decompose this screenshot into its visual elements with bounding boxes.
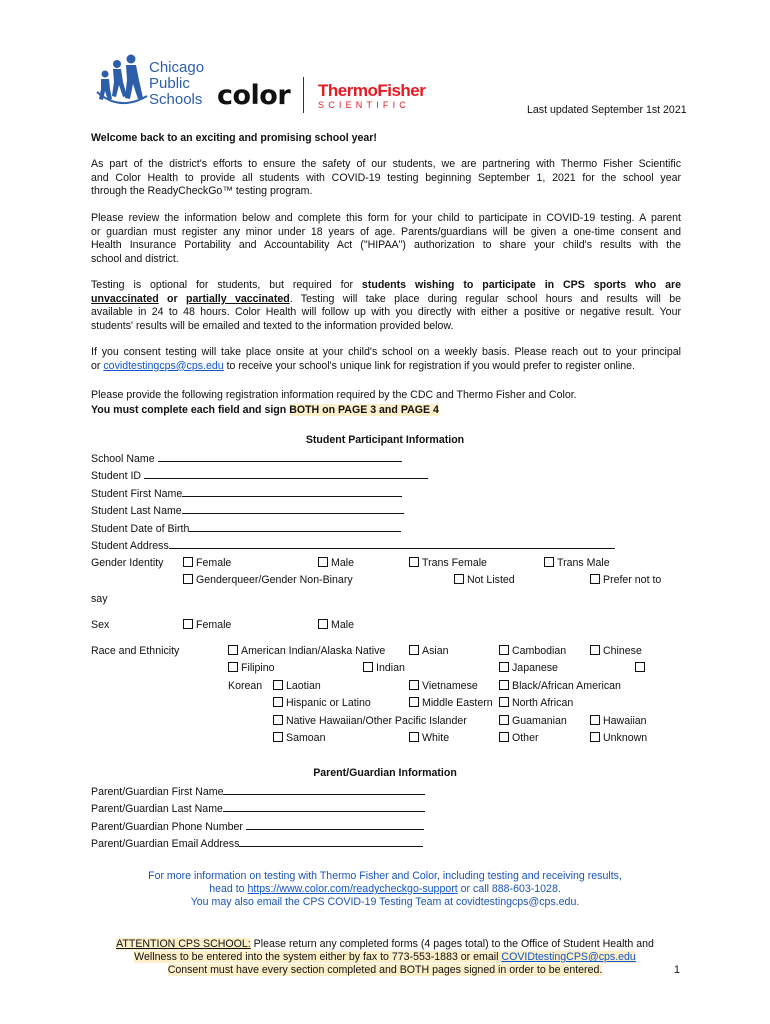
checkbox-icon — [499, 645, 509, 655]
registration-instruction: Please provide the following registration information required by the CDC and Thermo Fisher and Color. — [91, 389, 577, 401]
more-info-line-1: For more information on testing with Thermo Fisher and Color, including testing and receiving results, — [148, 870, 622, 882]
race-option-middle-eastern[interactable]: Middle Eastern — [409, 697, 493, 709]
gender-option-genderqueer[interactable]: Genderqueer/Gender Non-Binary — [183, 574, 353, 586]
checkbox-icon — [499, 662, 509, 672]
race-option-white[interactable]: White — [409, 732, 449, 744]
more-info-line-2: head to https://www.color.com/readycheckgo-support or call 888-603-1028. — [209, 883, 561, 895]
checkbox-icon — [409, 557, 419, 567]
school-name-field[interactable]: School Name — [91, 452, 402, 465]
testing-paragraph: Testing is optional for students, but required for students wishing to participate in CPS sports who are unvaccinated or partially vaccinated. Testing will take place during regular school hours and results will be available in 24 to 48 hours. Color Health will follow up with you directly with either a positive or negative result. Your students' results will be emailed and texted to the information provided below. — [91, 279, 682, 332]
consent-paragraph: If you consent testing will take place onsite at your child's school on a weekly basis. Please reach out to your principal or covidtestingcps@cps.edu to receive your school's unique link for registration if you would prefer to register online. — [91, 346, 681, 372]
race-option-korean[interactable] — [635, 662, 648, 674]
svg-text:Public: Public — [149, 75, 190, 92]
intro-paragraph: As part of the district's efforts to ensure the safety of our students, we are partnering with Thermo Fisher Scientific and Color Health to provide all students with COVID-19 testing beginning September 1, 2021 for the school year through the ReadyCheckGo™ testing program. — [91, 158, 681, 198]
thermo-fisher-logo: ThermoFisher SCIENTIFIC — [318, 81, 426, 110]
race-option-japanese[interactable]: Japanese — [499, 662, 558, 674]
checkbox-icon — [273, 732, 283, 742]
race-label: Race and Ethnicity — [91, 645, 180, 657]
sex-label: Sex — [91, 619, 110, 631]
gender-option-trans-male[interactable]: Trans Male — [544, 557, 610, 569]
logo-divider — [303, 77, 304, 113]
race-option-hispanic[interactable]: Hispanic or Latino — [273, 697, 371, 709]
attention-line-2: Wellness to be entered into the system either by fax to 773-553-1883 or email COVIDtestingCPS@cps.edu — [134, 951, 636, 963]
checkbox-icon — [590, 574, 600, 584]
checkbox-icon — [635, 662, 645, 672]
checkbox-icon — [409, 732, 419, 742]
checkbox-icon — [409, 680, 419, 690]
svg-text:Chicago: Chicago — [149, 59, 205, 76]
welcome-heading: Welcome back to an exciting and promising school year! — [91, 132, 377, 144]
checkbox-icon — [228, 662, 238, 672]
checkbox-icon — [183, 557, 193, 567]
checkbox-icon — [363, 662, 373, 672]
student-last-name-field[interactable]: Student Last Name — [91, 504, 404, 517]
race-option-native-hawaiian[interactable]: Native Hawaiian/Other Pacific Islander — [273, 715, 467, 727]
checkbox-icon — [590, 645, 600, 655]
race-option-asian[interactable]: Asian — [409, 645, 449, 657]
gender-option-prefer-not[interactable]: Prefer not to — [590, 574, 661, 586]
attention-line-1: ATTENTION CPS SCHOOL: Please return any completed forms (4 pages total) to the Office of Student Health and — [116, 938, 654, 950]
checkbox-icon — [318, 619, 328, 629]
race-option-unknown[interactable]: Unknown — [590, 732, 647, 744]
checkbox-icon — [273, 715, 283, 725]
checkbox-icon — [454, 574, 464, 584]
attention-line-3: Consent must have every section completed and BOTH pages signed in order to be entered. — [167, 964, 603, 976]
parent-phone-field[interactable]: Parent/Guardian Phone Number — [91, 820, 424, 833]
race-option-filipino[interactable]: Filipino — [228, 662, 275, 674]
checkbox-icon — [590, 732, 600, 742]
checkbox-icon — [544, 557, 554, 567]
race-option-hawaiian[interactable]: Hawaiian — [590, 715, 647, 727]
race-option-other[interactable]: Other — [499, 732, 539, 744]
student-dob-field[interactable]: Student Date of Birth — [91, 522, 401, 535]
sex-option-female[interactable]: Female — [183, 619, 231, 631]
gender-label: Gender Identity — [91, 557, 164, 569]
checkbox-icon — [273, 697, 283, 707]
last-updated: Last updated September 1st 2021 — [527, 104, 687, 116]
gender-option-male[interactable]: Male — [318, 557, 354, 569]
race-option-north-african[interactable]: North African — [499, 697, 573, 709]
race-korean-label: Korean — [228, 680, 263, 692]
race-option-laotian[interactable]: Laotian — [273, 680, 321, 692]
gender-option-not-listed[interactable]: Not Listed — [454, 574, 515, 586]
checkbox-icon — [499, 697, 509, 707]
gender-wrap-text: say — [91, 593, 108, 605]
school-email-link[interactable]: COVIDtestingCPS@cps.edu — [501, 951, 636, 963]
checkbox-icon — [409, 645, 419, 655]
parent-first-name-field[interactable]: Parent/Guardian First Name — [91, 785, 425, 798]
checkbox-icon — [590, 715, 600, 725]
cps-logo — [95, 52, 210, 110]
checkbox-icon — [499, 680, 509, 690]
parent-email-field[interactable]: Parent/Guardian Email Address — [91, 837, 423, 850]
parent-last-name-field[interactable]: Parent/Guardian Last Name — [91, 802, 425, 815]
gender-option-trans-female[interactable]: Trans Female — [409, 557, 487, 569]
checkbox-icon — [318, 557, 328, 567]
checkbox-icon — [183, 619, 193, 629]
checkbox-icon — [183, 574, 193, 584]
race-option-samoan[interactable]: Samoan — [273, 732, 325, 744]
checkbox-icon — [499, 732, 509, 742]
race-option-guamanian[interactable]: Guamanian — [499, 715, 567, 727]
student-section-heading: Student Participant Information — [305, 434, 465, 446]
must-complete-note: You must complete each field and sign BOTH on PAGE 3 and PAGE 4 — [91, 404, 439, 416]
student-id-field[interactable]: Student ID — [91, 469, 428, 482]
parent-section-heading: Parent/Guardian Information — [313, 767, 457, 779]
race-option-american-indian[interactable]: American Indian/Alaska Native — [228, 645, 385, 657]
support-link[interactable]: https://www.color.com/readycheckgo-support — [247, 883, 458, 895]
student-address-field[interactable]: Student Address — [91, 539, 615, 552]
race-option-vietnamese[interactable]: Vietnamese — [409, 680, 478, 692]
svg-text:Schools: Schools — [149, 91, 203, 108]
gender-option-female[interactable]: Female — [183, 557, 231, 569]
race-option-cambodian[interactable]: Cambodian — [499, 645, 566, 657]
sex-option-male[interactable]: Male — [318, 619, 354, 631]
page-number: 1 — [674, 964, 680, 976]
race-option-chinese[interactable]: Chinese — [590, 645, 642, 657]
student-first-name-field[interactable]: Student First Name — [91, 487, 402, 500]
race-option-black[interactable]: Black/African American — [499, 680, 621, 692]
color-logo: color — [217, 80, 291, 111]
review-paragraph: Please review the information below and complete this form for your child to participate in COVID-19 testing. A parent or guardian must register any minor under 18 years of age. Parents/guardians will be given a one-time consent and Health Insurance Portability and Accountability Act ("HIPAA") authorization to share your child's results with the school and district. — [91, 212, 681, 265]
more-info-line-3: You may also email the CPS COVID-19 Testing Team at covidtestingcps@cps.edu. — [190, 896, 580, 908]
checkbox-icon — [409, 697, 419, 707]
principal-email-link[interactable]: covidtestingcps@cps.edu — [103, 359, 224, 372]
checkbox-icon — [228, 645, 238, 655]
checkbox-icon — [273, 680, 283, 690]
race-option-indian[interactable]: Indian — [363, 662, 405, 674]
checkbox-icon — [499, 715, 509, 725]
